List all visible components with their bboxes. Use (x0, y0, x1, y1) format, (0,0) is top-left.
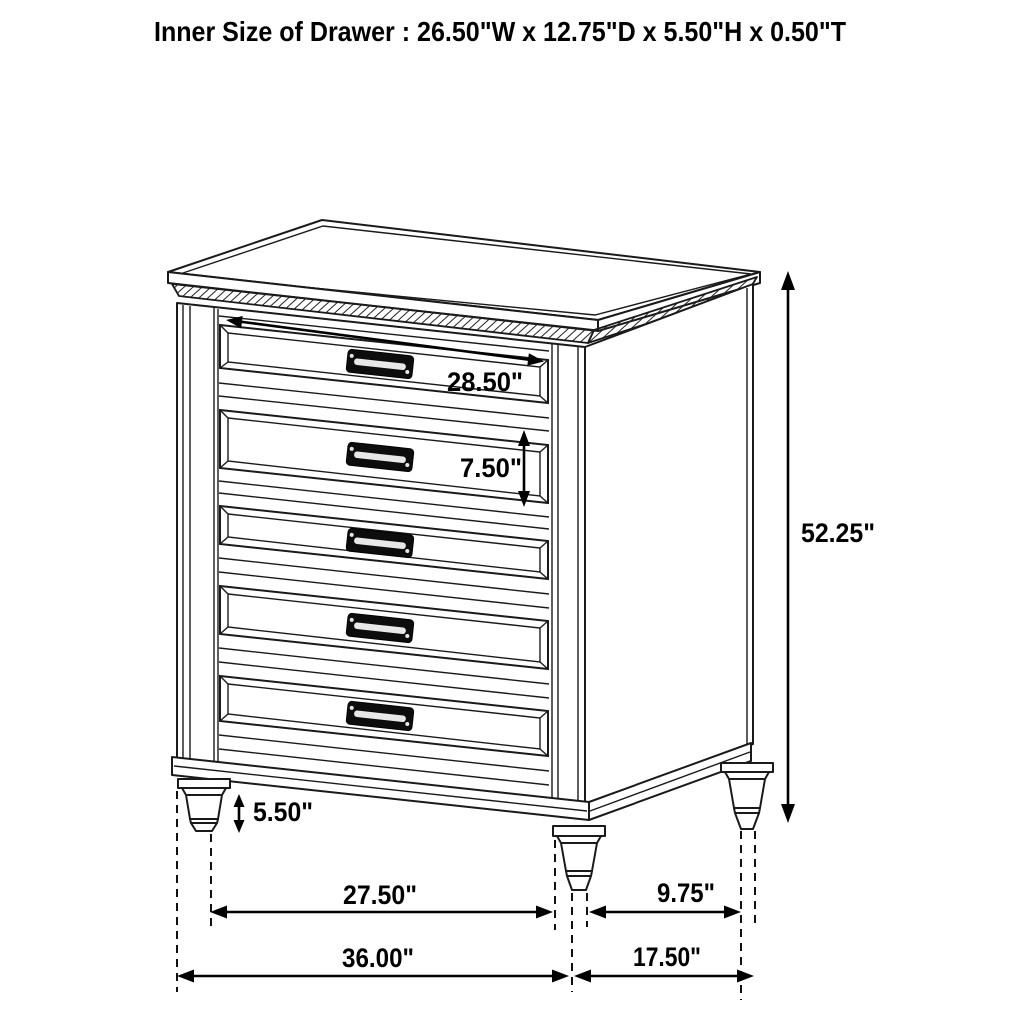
dim-leg-height (234, 794, 314, 833)
chest-side-panel (585, 284, 753, 806)
dim-overall-width (177, 943, 569, 983)
dim-label-overall-width: 36.00" (342, 943, 414, 973)
dim-label-side-leg-gap: 9.75" (657, 878, 715, 908)
dim-label-leg-height: 5.50" (253, 797, 313, 827)
leg-front-left (178, 779, 230, 831)
dim-overall-height (781, 271, 875, 823)
dim-label-top-drawer-width: 28.50" (447, 367, 523, 397)
dim-label-drawer-front-height: 7.50" (460, 453, 522, 483)
dim-label-front-leg-span: 27.50" (343, 880, 417, 910)
leg-front-right (553, 826, 605, 890)
dim-label-overall-depth: 17.50" (633, 942, 701, 972)
dim-side-leg-gap (589, 878, 741, 919)
dim-front-leg-span (210, 880, 553, 919)
diagram-title: Inner Size of Drawer : 26.50"W x 12.75"D x 5.50"H x 0.50"T (154, 16, 846, 47)
dim-overall-depth (574, 942, 754, 983)
chest-drawing (168, 220, 773, 890)
leg-back-right (721, 763, 773, 829)
dim-label-overall-height: 52.25" (801, 518, 875, 548)
